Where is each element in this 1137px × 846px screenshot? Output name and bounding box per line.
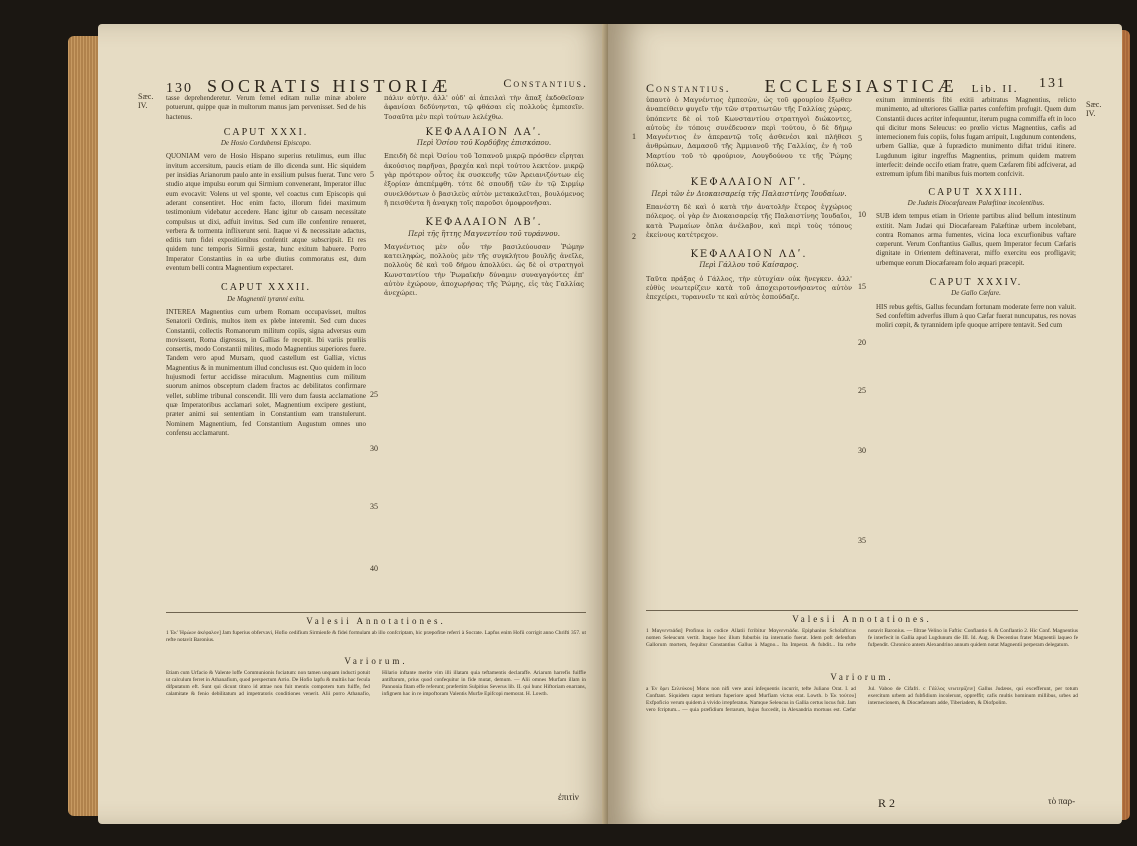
variorum-heading: Variorum.: [830, 672, 894, 682]
margin-line-number: 5: [370, 170, 374, 179]
margin-century: Sæc. IV.: [138, 92, 154, 110]
left-latin-column: [166, 94, 366, 440]
cap32-heading: CAPUT XXXII.: [221, 282, 311, 294]
cap31-greek-text: Επειδὴ δὲ περὶ Ὁσίου τοῦ Ἰσπανοῦ μικρῷ πρόσθεν εἴρηται ἀκούσιος παρῆναι, βραχέα καὶ περὶ τούτου λεκτέον. μικρῷ γὰρ πρότερον οὗτος ἐκ συσκευῆς τῶν Ἀρειανιζόντων εἰς ἐξορίαν ἀπεπέμφθη. τότε δὲ σπουδῇ τῶν ἐν τῷ Σιρμίῳ συνελθόντων ὁ βασιλεὺς αὐτὸν μετακαλεῖται, βουλόμενος ἢ πεισθέντα ἢ ἀναγκῃ τοῖς παροῦσι ὁμοφρονῆσαι.: [384, 152, 584, 207]
running-left: Constantius.: [646, 81, 731, 95]
margin-line-number: 40: [370, 564, 378, 573]
cap33-latin-text: SUB idem tempus etiam in Oriente partibus aliud bellum intestinum extitit. Nam Judæi qui Diocæfaream Palæftinæ urbem incolebant, contra Romanos arma fumentes, vicina loca excurfionibus vaftare cœperunt. Verum Conftantius Gallus, quem Imperator fecum Cæfaris dignitate in Orientem deftinaverat, miffo exercitu eos profligavit; urbemque eorum Diocæfaream folo æquari præcepit.: [876, 212, 1076, 267]
margin-line-number: 1: [632, 132, 636, 141]
cap33-subtitle: De Judæis Diocæfaream Palæftinæ incolentibus.: [907, 198, 1045, 207]
page-number: 130: [166, 81, 193, 96]
margin-line-number: 25: [858, 386, 866, 395]
cap34-heading-greek: ΚΕΦΑΛΑΙΟΝ ΛΔʹ.: [690, 249, 808, 261]
valesii-annotations-text: 1 Μαγνεντιάδα] Profinus in codice Allatii fcribitur Μαγνεντιάδα. Epiphanius Scholafticus nomen Seleucum vertit. Itaque hoc illum fuburbis ita internatio fuerat. Idem poft defenfum Gallorum mortem, fequitur Constantius Gallus à Magno... Ita Imperat. & fubdit... Ita refte notavit Baronius. — filtrae Velino in Faftis: Conflantio 6. & Conflantio 2. Hic Conf. Magnentius fe interfecit in Gallia apud Lugdunum die III. Id. Aug. & Decentius frater Magnentii laqueo fe fufpendit. Chronico antem Alexandrino annum quidem notat Magnentii perperam delegatum.: [646, 628, 1078, 648]
cap32-latin-text: INTEREA Magnentius cum urbem Romam occupavisset, multos Senatorii Ordinis, multos item ex plebe interemit. Sed cum duces Constantii, collectis Romanorum militum copiis, signa adversus eum movissent, Roma digressus, in Gallias fe recepit. Ibi variis prœliis consertis, modo Constantii milites, modo Magnentius superiores fuere. Tandem vero apud Mursam, quod castellum est Galliæ, victus Magnentius & in munimentum illud conclusus est. Quo quidem in loco hujusmodi fertur accidisse miraculum. Magnentius cum militum suorum animos obsceptum cladem fractos ac debilitatos confirmare vellet, sublime tribunal conscendit. Illi vero dum fausta acclamatione quæ Imperatoribus acclamari solet, Magnentium excipere gestiunt, præter animi sui sententiam in Constantium eam transtulerunt. Nominem Magnentium, fed Constantium Augustum omnes uno confensu acclamarunt.: [166, 307, 366, 437]
intro-latin: tasse deprehenderetur. Verum femel editam nullæ minæ abolere potuerunt, quippe quæ in multorum manus jam pervenisset. Sed de his hactenus.: [166, 94, 366, 121]
margin-line-number: 30: [858, 446, 866, 455]
margin-line-number: 35: [858, 536, 866, 545]
variorum-text: Etiam cum Urfacio & Valente loffe Communionis fociatum: non tamen unquam inducti potuit ut calculum ferret in Athanafium, quod perspectum Arrio. De Hofio lapfu & multiis hac fecula difputatum eft. Sunt qui dicunt tituro id attrae non fuit mentis compotem tum fuiffe, fed calamitate & fenio debilitatum ad impetratoris conditiones venerit. Alii porro Athanafio, Hilario inftante merite vim illi illatam quia teftamentis declaraffe. Ariarum harrefis fuiffle antiftarum, prius quod confequitur in fide mutat, demum. — Alii omnes Murfam illam in Pannonia fitam effe referunt; præfertim Sulpitius Severus lib. II. qui hunc Hiftoriam enarrans, infignem hac in re impoftoram Valentis Murfæ Epifcopi memorat. H. Lowth.: [166, 670, 586, 697]
left-greek-column: [384, 94, 584, 301]
cap33-heading: CAPUT XXXIII.: [928, 186, 1024, 198]
cap31-subtitle-greek: Περὶ Ὁσίου τοῦ Κορδύβης ἐπισκόπου.: [416, 139, 552, 148]
right-latin-column: [876, 96, 1076, 333]
variorum-heading: Variorum.: [344, 656, 408, 666]
margin-line-number: 30: [370, 444, 378, 453]
catchword: ἐπιτὶν: [558, 792, 579, 802]
open-book: [38, 6, 1120, 844]
cap34-heading: CAPUT XXXIV.: [929, 277, 1023, 289]
margin-line-number: 10: [858, 210, 866, 219]
cap32-greek-text: Μαγνέντιος μὲν οὖν τὴν βασιλεύουσαν Ῥώμην κατειληφὼς, πολλοὺς μὲν τῆς συγκλήτου βουλῆς ἀνεῖλε, πολλοὺς δὲ καὶ τοῦ δήμου ἀπολλύει. ὡς δὲ οἱ στρατηγοὶ Κωνσταντίου τὴν Ῥωμαϊκὴν δύναμιν συναγαγόντες ἐπ' αὐτὸν ἐχώρουν, ἀποχωρήσας τῆς Ῥώμης, εἰς τὰς Γαλλίας ἀνεχώρει.: [384, 242, 584, 298]
cap31-subtitle: De Hosio Cordubensi Episcopo.: [220, 139, 312, 148]
running-lib: Lib. II.: [971, 83, 1019, 95]
right-greek-column: [646, 96, 852, 305]
cap32-subtitle: De Magnentii tyranni exitu.: [227, 294, 305, 303]
cap32-heading-greek: ΚΕΦΑΛΑΙΟΝ ΛΒʹ.: [425, 217, 543, 229]
running-right: Constantius.: [503, 76, 588, 90]
notes-divider: [646, 610, 1078, 611]
valesii-annotations-text: 1 Ἐκ' Ἠρώων ἀκέφαλον] Jam fuperius obfervavi, Hofio cedifium Sirmienfe & fidei formulam ab illo confcriptam, hic præpofitæ referri à Socrate. Lapfus enim Hofii corrigit anno Chrifti 357. ut refte notavit Baronius.: [166, 630, 586, 643]
cap33-greek-text: Επανέστη δὲ καὶ ὁ κατὰ τὴν ἀνατολὴν ἕτερος ἐγχώριος πόλεμος. οἱ γὰρ ἐν Διοκαισαρείᾳ τῆς Παλαιστίνης Ἰουδαῖοι, κατὰ Ῥωμαίων ὅπλα ἀνέλαβον, καὶ περὶ τοὺς τόπους ἐκείνους κατέτρεχον.: [646, 202, 852, 239]
cap34-greek-text: Ταῦτα πράξας ὁ Γάλλος, τὴν εὐτυχίαν οὐκ ἤνεγκεν. ἀλλ' εὐθὺς νεωτερίζειν κατὰ τοῦ ἀποχειροτονήσαντος αὐτὸν ἐπεχείρει, τυραννεῖν τε καὶ αὐτὸς ἐσπούδαζε.: [646, 274, 852, 302]
valesii-annotations-heading: Valesii Annotationes.: [306, 616, 446, 626]
margin-century: Sæc. IV.: [1086, 100, 1102, 118]
margin-line-number: 35: [370, 502, 378, 511]
cap34-subtitle: De Gallo Cæfare.: [951, 289, 1001, 298]
left-page: [98, 24, 618, 824]
page-number: 131: [1039, 76, 1066, 91]
margin-line-number: 15: [858, 282, 866, 291]
margin-line-number: 20: [858, 338, 866, 347]
cap31-heading: CAPUT XXXI.: [223, 126, 309, 138]
catchword: τὸ παρ-: [1048, 796, 1076, 806]
margin-line-number: 2: [632, 232, 636, 241]
margin-line-number: 5: [858, 134, 862, 143]
running-title: ECCLESIASTICÆ: [764, 76, 958, 96]
cap32-subtitle-greek: Περὶ τῆς ἥττης Μαγνεντίου τοῦ τυράννου.: [408, 229, 560, 238]
running-title: SOCRATIS HISTORIÆ: [207, 76, 452, 96]
notes-divider: [166, 612, 586, 613]
variorum-text: a Ἐν ὄρει Σελεύκου] Mons non nifi vere anni infequentis incurrit, tefte Juliano Orat. I. ad Conftant. Siquidem caput tertium fuperiore apud Murfiam victus erat. Lowth. b Ἐκ τούτου] Exfpoficio verum quidem à vivido irrepferatus. Namque Seleucus in Gallia certus locus fuit. Jam vero fcriptum... — quia præfidium ferrarum, hujus fuccedit, in Alexandria mortuus est. Cæfar Jul. Vaboo de Cifafri. c Γάλλος νεωτερίζειν] Gallus Judæos, qui excefferunt, per totum exercitum urbem ad fubfidium incolerunt, oppreffit; cafis multis hominum millibus, urbes ad internecionem, & Diocæfaream adde, Tiberiadem, & Diofpolim.: [646, 686, 1078, 713]
cap33-subtitle-greek: Περὶ τῶν ἐν Διοκαισαρείᾳ τῆς Παλαιστίνης Ἰουδαίων.: [651, 189, 847, 198]
cap31-latin-text: QUONIAM vero de Hosio Hispano superius retulimus, eum illuc invitum accersitum, paucis etiam de illo dicenda sunt. Hic siquidem per insidias Arianorum paulo ante in exsilium pulsus fuerat. Tunc vero studio atque impulsu eorum qui Sirmium convenerant, Imperator illuc eum evocavit: Volens ut vel sponte, vel coactus cum Episcopis qui aderant consentiret. Hoc enim facto, illorum fidei maximum testimonium videbatur accedere. Hanc igitur ob causam necessitate compulsus ut dixi, adfuit invitus. Sed cum ille confentire renueret, verbera & tormenta inflixerunt seni. Itaque vi & necessitate adactus, editis tum fidei expositionibus confentit atque subscripsit. Et res quidem tunc temporis Sirmii gestæ, hunc exitum habuere. Porro Imperator Constantius in ea urbe diutius commoratus est, dum eventum belli contra Magnentium expectaret.: [166, 152, 366, 273]
intro-greek: πάλιν αὐτὴν. ἀλλ' οὐδ' αἱ ἀπειλαὶ τὴν ἅπαξ ἐκδοθεῖσαν ἀφανίσαι δεδύνηνται, τῷ φθάσαι εἰς πολλοὺς ἐμπεσεῖν. Τοσαῦτα μὲν περὶ τούτων λελέχθω.: [384, 94, 584, 121]
valesii-annotations-heading: Valesii Annotationes.: [792, 614, 932, 624]
cap34-latin-text: HIS rebus geftis, Gallus fecundam fortunam moderate ferre non valuit. Sed confeftim adverfus illum à quo Cæfar fuerat nuncupatus, res novas moliri cœpit, & tyrannidem ipfe quoque arripere tentavit. Sed cum: [876, 302, 1076, 330]
cap33-heading-greek: ΚΕΦΑΛΑΙΟΝ ΛΓʹ.: [690, 177, 808, 189]
greek-top-text: ὑπαυτὸ ὁ Μαγνέντιος ἐμπεσὼν, ὡς τοῦ φρουρίου ἔξωθεν ἀναπείθειν φυγεῖν τὴν τῶν στρατιωτῶν τῆς Γαλλίας χώρας. ὑπόπεντε δὲ οἱ τοῦ Κωνσταντίου στρατηγοὶ διώκοντες, αὐτοὺς ἐν τόποις συνέδευσαν περὶ τούτου, ὁ δὲ δήμῳ Μαγνέντιος ἐν ἀπεραντῷ τοῖς ἀσθενέσι καὶ πλήθεσι ἀνθρώπων, Δαμασοῦ τῆς Ἀμμιανοῦ τῆς Γαλλίας, ἐν ἡ τοῦ Μαρτίου τοῦ τὸ φρούριον, Λουγδούνου τε τῆς Ῥώμης πόλεως.: [646, 96, 852, 170]
cap34-subtitle-greek: Περὶ Γάλλου τοῦ Καίσαρος.: [699, 261, 799, 270]
right-page: [608, 24, 1122, 824]
margin-line-number: 25: [370, 390, 378, 399]
right-running-head: [646, 76, 1066, 97]
cap31-heading-greek: ΚΕΦΑΛΑΙΟΝ ΛΑʹ.: [425, 126, 543, 138]
latin-top-text: exitum imminentis fibi exitii arbitratus Magnentius, relicto munimento, ad ulteriores Galliæ partes confeftim profugit. Quem dum Constantii duces acriter infequuntur, iterum pugna commiffa eft in loco qui dicitur mons Seleucus: eo prœlio victus Magnentius, cæfis ad internecionem fuis copiis, folus fugam arripuit, Lugdunum contendens, urbem Galliæ, quæ à fuprædicto munimento diftat tridui itinere. Lugdunum igitur ingreffus Magnentius, primum quidem matrem interfecit: deinde occifo etiam fratre, quem Cæfarem fibi adfciverat, ad extremum ipfum fibi manibus fuis mortem confcivit.: [876, 96, 1076, 179]
signature-mark: R 2: [878, 796, 896, 810]
